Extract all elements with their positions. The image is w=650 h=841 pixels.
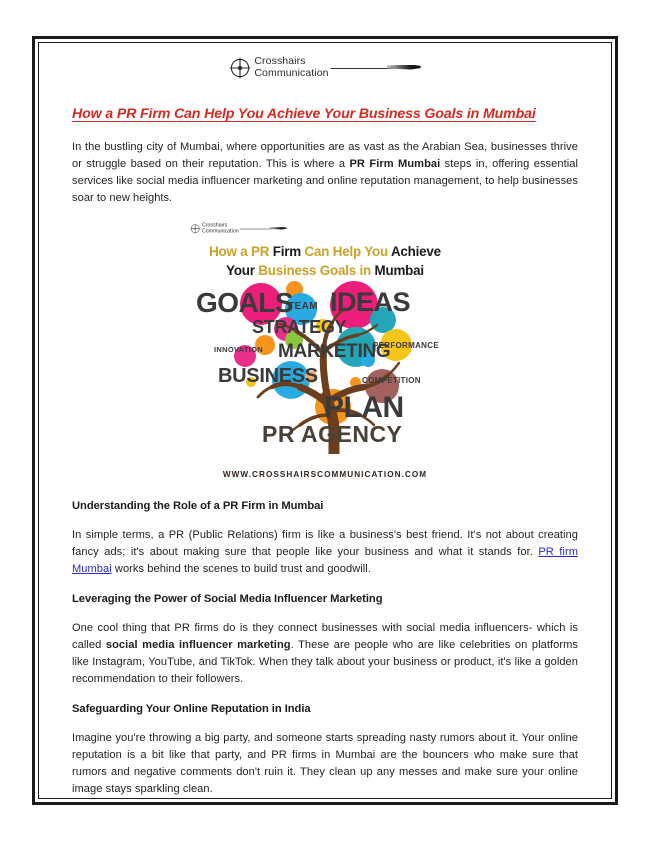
tree-word-business: BUSINESS — [218, 365, 318, 387]
figure-heading-seg-2: Can Help You — [304, 244, 391, 259]
tree-word-strategy: STRATEGY — [252, 317, 347, 337]
logo-rule-nib — [331, 62, 421, 74]
page-title: How a PR Firm Can Help You Achieve Your Business Goals in Mumbai — [72, 106, 536, 122]
brand-logo-line2: Communication — [254, 66, 329, 79]
figure-heading-l2-seg-2: Mumbai — [374, 263, 424, 278]
section-heading-2: Leveraging the Power of Social Media Influencer Marketing — [72, 593, 383, 605]
tree-word-plan: PLAN — [324, 391, 404, 424]
section-1-text-part2: works behind the scenes to build trust and goodwill. — [111, 563, 371, 575]
tree-word-goals: GOALS — [196, 287, 294, 318]
intro-bold-term: PR Firm Mumbai — [349, 158, 441, 170]
section-2-bold-term: social media influencer marketing — [105, 639, 291, 651]
figure-heading-seg-0: How a PR — [209, 244, 273, 259]
document-content — [72, 52, 578, 812]
figure-website-url: WWW.CROSSHAIRSCOMMUNICATION.COM — [222, 470, 428, 479]
section-heading-3: Safeguarding Your Online Reputation in India — [72, 703, 311, 715]
section-2-text-part2: . These are people who are like celebrities on platforms like Instagram, YouTube, and TikTok. When they talk about your business or product, it's like a golden recommendation to their followers. — [72, 639, 578, 685]
figure-heading — [182, 242, 468, 280]
tree-word-marketing: MARKETING — [278, 341, 391, 362]
figure-logo-line2: Communication — [201, 227, 239, 234]
brand-logo-line1: Crosshairs — [254, 55, 306, 67]
brand-logo-text — [254, 56, 328, 79]
crosshair-target-icon — [229, 57, 251, 79]
article-figure — [182, 221, 468, 481]
section-paragraph-2 — [72, 620, 578, 688]
section-paragraph-1 — [72, 527, 578, 578]
figure-heading-l2-seg-0: Your — [226, 263, 259, 278]
tree-word-pr-agency: PR AGENCY — [262, 421, 403, 447]
section-heading-1: Understanding the Role of a PR Firm in Mumbai — [72, 500, 324, 512]
intro-paragraph — [72, 139, 578, 207]
figure-heading-seg-3: Achieve — [390, 244, 441, 259]
section-paragraph-3: Imagine you're throwing a big party, and someone starts spreading nasty rumors about it. Your online reputation is a bit like that party, and PR firms in Mumbai are the bouncers who make sure that rumors and negative comments don't ruin it. They clean up any messes and make sure your online image stays sparkling clean. — [72, 732, 578, 795]
tree-word-team: TEAM — [288, 301, 318, 312]
brand-logo — [229, 56, 420, 79]
tree-word-performance: PERFORMANCE — [373, 341, 439, 350]
figure-brand-logo — [190, 223, 287, 234]
header-logo-block — [72, 56, 578, 79]
section-1-text-part1: In simple terms, a PR (Public Relations) firm is like a business's best friend. It's not about creating fancy ads; it's about making sure that people like your business and what it stands for. — [72, 529, 578, 558]
section-2-text-part1: One cool thing that PR firms do is they connect businesses with social media influencers- which is called — [72, 622, 578, 651]
figure-heading-l2-seg-1: Business Goals in — [258, 263, 375, 278]
figure-logo-line1: Crosshairs — [201, 222, 228, 229]
intro-text-part2: steps in, offering essential services like social media influencer marketing and online reputation management, to help businesses soar to new heights. — [72, 158, 578, 204]
figure-brand-logo-text — [202, 223, 239, 234]
pr-firm-mumbai-link[interactable]: PR firm Mumbai — [72, 546, 578, 575]
tree-word-competition: COMPETITION — [362, 376, 421, 385]
tree-word-innovation: INNOVATION — [214, 345, 263, 354]
idea-tree-illustration — [182, 279, 468, 454]
figure-logo-rule-nib — [240, 225, 287, 231]
intro-text-part1: In the bustling city of Mumbai, where opportunities are as vast as the Arabian Sea, businesses thrive or struggle based on their reputation. This is where a — [72, 141, 578, 170]
tree-word-ideas: IDEAS — [330, 287, 411, 317]
figure-heading-seg-1: Firm — [272, 244, 305, 259]
crosshair-target-icon-small — [190, 223, 200, 233]
